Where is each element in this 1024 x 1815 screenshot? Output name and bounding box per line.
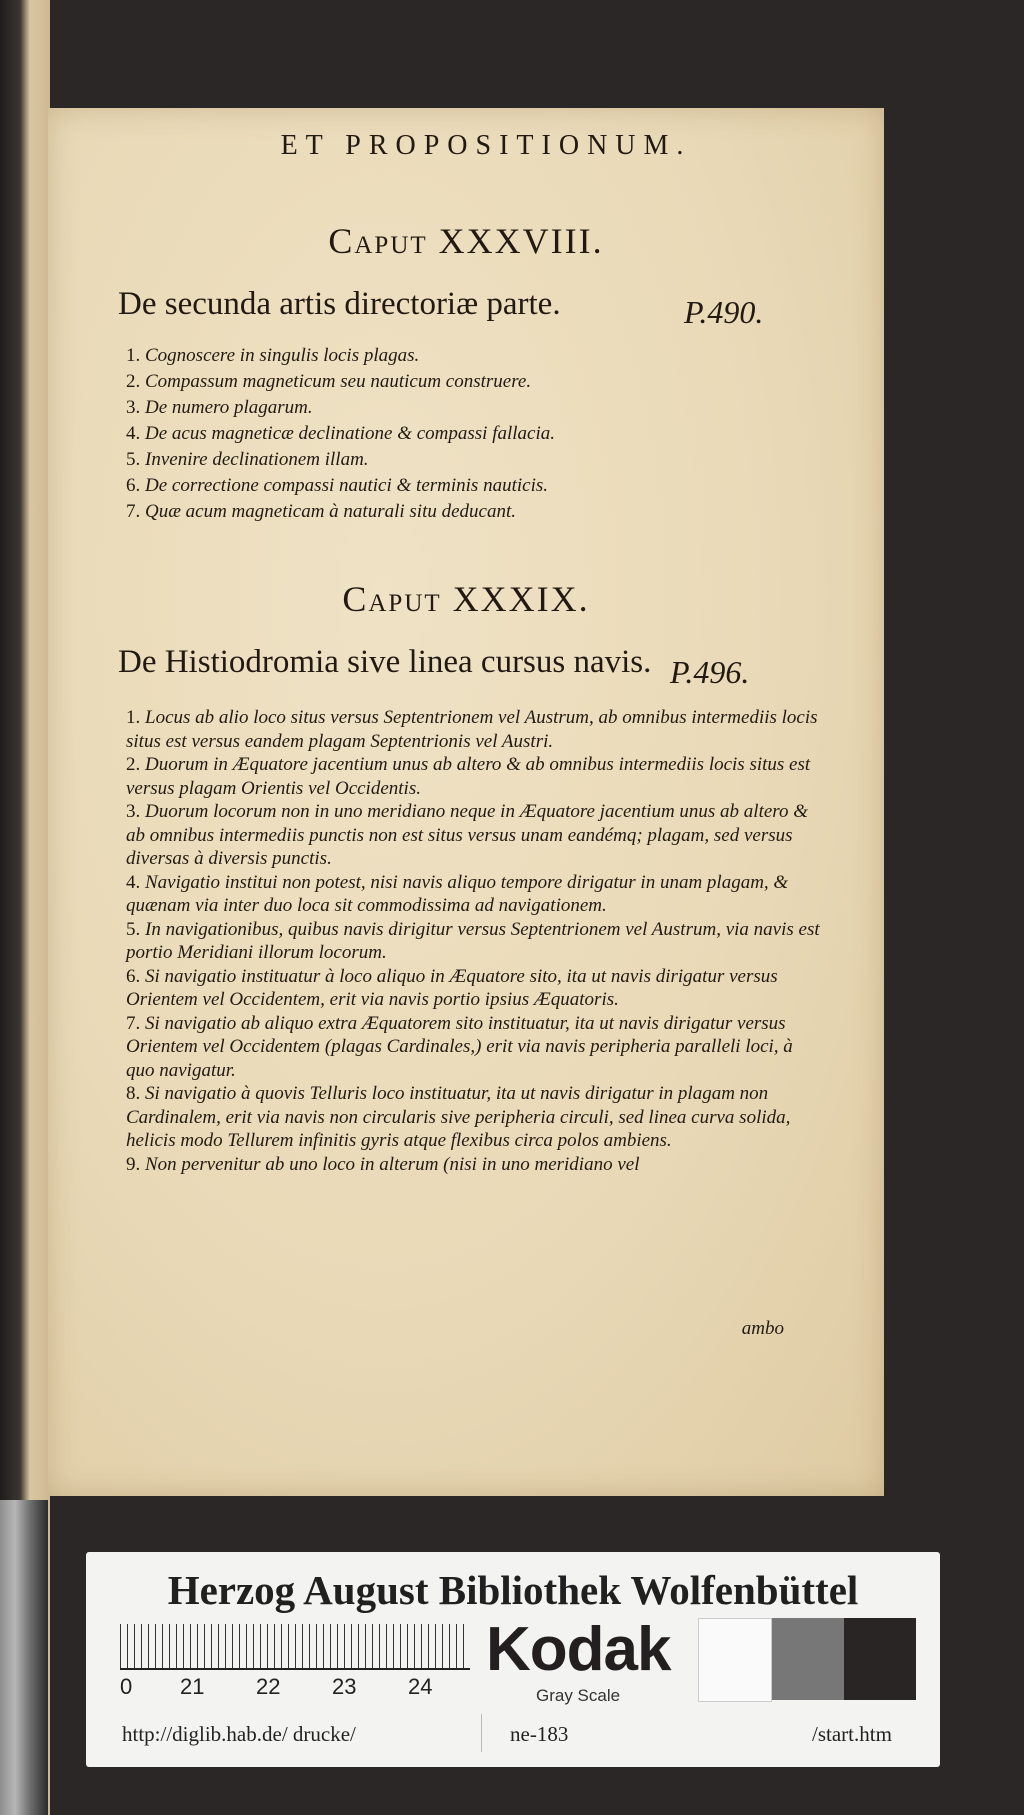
list-item: 6. Si navigatio instituatur à loco aliquo in Æquatore sito, ita ut navis dirigatur versus Orientem vel Occidentem, erit via navis portio ipsius Æquatoris. <box>126 965 778 1010</box>
ruler <box>120 1624 470 1699</box>
gray-patch-dark <box>844 1618 916 1700</box>
chapter-39-page-ref: P.496. <box>670 654 750 690</box>
kodak-logo: Kodak <box>486 1615 671 1684</box>
ruler-number: 21 <box>180 1674 205 1699</box>
list-item: 1. Cognoscere in singulis locis plagas. <box>126 345 420 366</box>
book-page <box>48 108 884 1496</box>
chapter-39-list <box>126 706 826 1176</box>
list-item: 7. Quæ acum magneticam à naturali situ deducant. <box>126 501 516 522</box>
ruler-scale <box>120 1624 470 1670</box>
chapter-38-list <box>126 344 826 526</box>
gray-scale-label: Gray Scale <box>536 1686 621 1705</box>
url-base: http://diglib.hab.de/ drucke/ <box>122 1722 356 1746</box>
chapter-38-page-ref: P.490. <box>684 294 764 330</box>
list-item: 3. De numero plagarum. <box>126 397 313 418</box>
running-head: ET PROPOSITIONUM. <box>280 130 692 161</box>
chapter-39-section: De Histiodromia sive linea cursus navis. <box>118 644 652 680</box>
ruler-number: 23 <box>332 1674 357 1699</box>
ruler-number: 22 <box>256 1674 281 1699</box>
book-spine-edge <box>0 1500 48 1815</box>
url-suffix: /start.htm <box>812 1722 892 1746</box>
url-shelfmark: ne-183 <box>510 1722 569 1746</box>
list-item: 8. Si navigatio à quovis Telluris loco instituatur, ita ut navis dirigatur in plagam non Cardinalem, erit via navis non circularis sive peripheria circuli, sed linea curva solida, helicis modo Tellurem infinitis gyris atque flexibus circa polos ambiens. <box>126 1083 791 1151</box>
gray-patch-mid <box>772 1618 844 1700</box>
list-item: 5. Invenire declinationem illam. <box>126 449 369 470</box>
scan-target-strip <box>86 1552 940 1767</box>
list-item: 1. Locus ab alio loco situs versus Septentrionem vel Austrum, ab omnibus intermediis locis situs est versus eandem plagam Septentrionis vel Austri. <box>126 707 818 752</box>
ruler-number: 0 <box>120 1674 133 1699</box>
chapter-38-title: Caput XXXVIII. <box>328 221 604 261</box>
library-name: Herzog August Bibliothek Wolfenbüttel <box>167 1567 859 1613</box>
list-item: 7. Si navigatio ab aliquo extra Æquatorem sito instituatur, ita ut navis dirigatur versus Orientem vel Occidentem (plagas Cardinales,) erit via navis peripheria paralleli loci, à quo navigatur. <box>126 1012 793 1081</box>
chapter-38-section: De secunda artis directoriæ parte. <box>118 286 561 322</box>
list-item: 4. De acus magneticæ declinatione & compassi fallacia. <box>126 423 556 444</box>
list-item: 9. Non pervenitur ab uno loco in alterum (nisi in uno meridiano vel <box>126 1153 640 1175</box>
list-item: 4. Navigatio institui non potest, nisi navis aliquo tempore dirigatur in unam plagam, & quænam via inter duo loca sit commodissima ad navigationem. <box>126 871 789 916</box>
list-item: 3. Duorum locorum non in uno meridiano neque in Æquatore jacentium unus ab altero & ab omnibus intermediis punctis non est situs versus unam eandémq; plagam, sed versus diversas à diversis punctis. <box>126 801 809 869</box>
list-item: 5. In navigationibus, quibus navis dirigitur versus Septentrionem vel Austrum, via navis est portio Meridiani illorum locorum. <box>126 918 820 963</box>
list-item: 2. Compassum magneticum seu nauticum construere. <box>126 371 532 392</box>
chapter-39-title: Caput XXXIX. <box>342 579 590 619</box>
ruler-number: 24 <box>408 1674 433 1699</box>
list-item: 6. De correctione compassi nautici & terminis nauticis. <box>126 475 548 496</box>
catchword: ambo <box>741 1318 784 1339</box>
gray-patch-white <box>698 1618 772 1702</box>
divider <box>481 1714 482 1752</box>
list-item: 2. Duorum in Æquatore jacentium unus ab altero & ab omnibus intermediis locis situs est versus plagam Orientis vel Occidentis. <box>126 754 811 799</box>
